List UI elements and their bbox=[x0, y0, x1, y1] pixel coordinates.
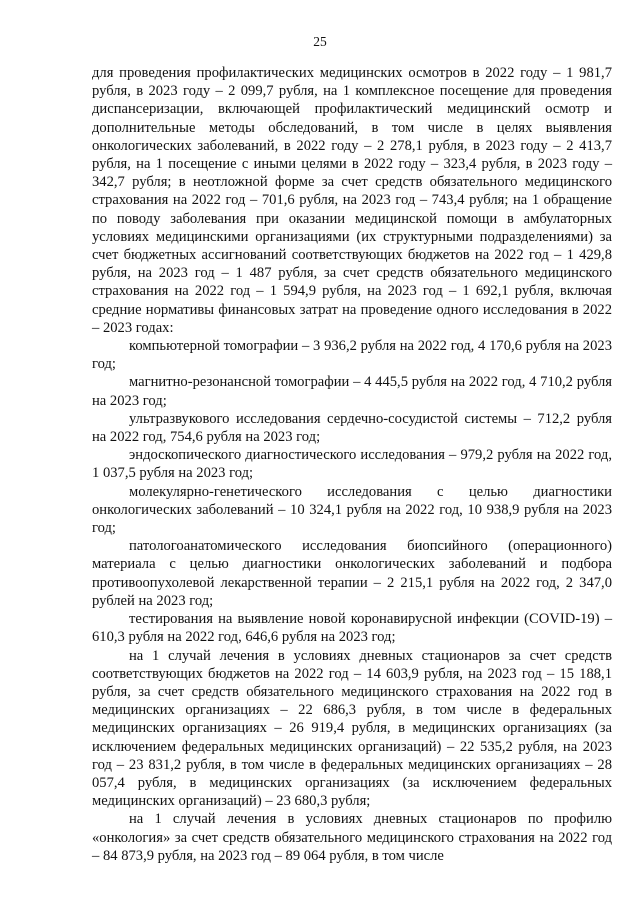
paragraph: эндоскопического диагностического исследования – 979,2 рубля на 2022 год, 1 037,5 рубля на 2023 год; bbox=[92, 447, 612, 482]
paragraph: на 1 случай лечения в условиях дневных стационаров за счет средств соответствующих бюджетов на 2022 год – 14 603,9 рубля, на 2023 год – 15 188,1 рубля, за счет средств обязательного медицинского страхования на 2022 год в медицинских организациях – 22 686,3 рубля, в том числе в федеральных медицинских организациях – 26 919,4 рубля, в медицинских организациях (за исключением федеральных медицинских организаций) – 22 535,2 рубля, на 2023 год – 23 831,2 рубля, в том числе в федеральных медицинских организациях – 28 057,4 рубля, в медицинских организациях (за исключением федеральных медицинских организаций) – 23 680,3 рубля; bbox=[92, 647, 612, 810]
paragraph: молекулярно-генетического исследования с целью диагностики онкологических заболеваний – 10 324,1 рубля на 2022 год, 10 938,9 рубля на 2023 год; bbox=[92, 483, 612, 537]
paragraph: магнитно-резонансной томографии – 4 445,5 рубля на 2022 год, 4 710,2 рубля на 2023 год; bbox=[92, 374, 612, 409]
paragraph: компьютерной томографии – 3 936,2 рубля на 2022 год, 4 170,6 рубля на 2023 год; bbox=[92, 338, 612, 373]
paragraph: тестирования на выявление новой коронавирусной инфекции (COVID-19) – 610,3 рубля на 2022 год, 646,6 рубля на 2023 год; bbox=[92, 611, 612, 646]
paragraph: на 1 случай лечения в условиях дневных стационаров по профилю «онкология» за счет средств обязательного медицинского страхования на 2022 год – 84 873,9 рубля, на 2023 год – 89 064 рубля, в том числе bbox=[92, 811, 612, 864]
page-number: 25 bbox=[313, 34, 327, 49]
paragraph: патологоанатомического исследования биопсийного (операционного) материала с целью диагностики онкологических заболеваний и подбора противоопухолевой лекарственной терапии – 2 215,1 рубля на 2022 год, 2 347,0 рублей на 2023 год; bbox=[92, 538, 612, 609]
paragraph: ультразвукового исследования сердечно-сосудистой системы – 712,2 рубля на 2022 год, 754,6 рубля на 2023 год; bbox=[92, 410, 612, 446]
document-body bbox=[92, 64, 612, 865]
paragraph: для проведения профилактических медицинских осмотров в 2022 году – 1 981,7 рубля, в 2023 году – 2 099,7 рубля, на 1 комплексное посещение для проведения диспансеризации, включающей профилактический медицинский осмотр и дополнительные методы обследований, в том числе в целях выявления онкологических заболеваний, в 2022 году – 2 278,1 рубля, в 2023 году – 2 413,7 рубля, на 1 посещение с иными целями в 2022 году – 323,4 рубля, в 2023 году – 342,7 рубля; в неотложной форме за счет средств обязательного медицинского страхования на 2022 год – 701,6 рубля, на 2023 год – 743,4 рубля; на 1 обращение по поводу заболевания при оказании медицинской помощи в амбулаторных условиях медицинскими организациями (их структурными подразделениями) за счет бюджетных ассигнований соответствующих бюджетов на 2022 год – 1 429,8 рубля, на 2023 год – 1 487 рубля, за счет средств обязательного медицинского страхования на 2022 год – 1 594,9 рубля, на 2023 год – 1 692,1 рубля, включая средние нормативы финансовых затрат на проведение одного исследования в 2022 – 2023 годах: bbox=[92, 65, 612, 336]
